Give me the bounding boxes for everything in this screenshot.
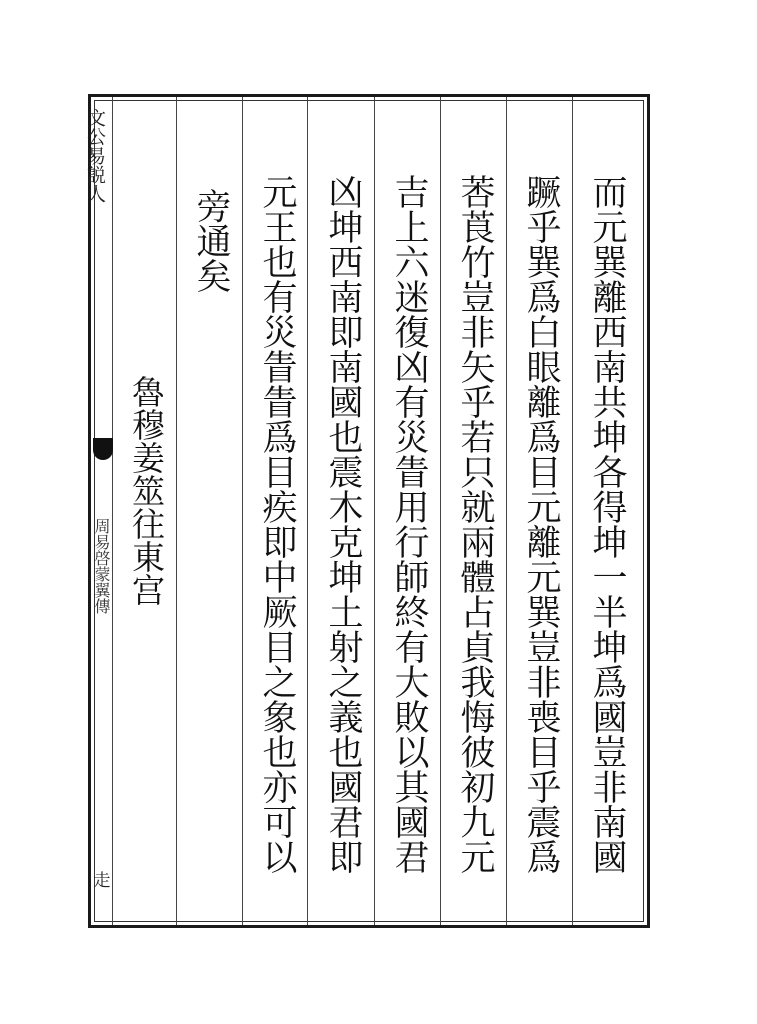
text-column-3: 莕莨竹豈非矢乎若只就兩體占貞我悔彼初九元 <box>455 174 495 874</box>
column-rule <box>572 97 573 925</box>
column-rule <box>112 97 113 925</box>
column-rule <box>506 97 507 925</box>
text-column-5: 凶坤西南即南國也震木克坤土射之義也國君即 <box>323 174 363 874</box>
margin-column <box>84 98 112 924</box>
fish-tail-mark <box>93 438 113 460</box>
margin-book-title: 文公易説人 <box>84 108 106 203</box>
text-column-4: 吉上六迷復凶有災眚用行師終有大敗以其國君 <box>389 174 429 874</box>
text-column-6: 元王也有災眚眚爲目疾即中厥目之象也亦可以 <box>257 174 297 874</box>
text-column-1: 而元巽離西南共坤各得坤一半坤爲國豈非南國 <box>587 174 627 874</box>
text-column-7: 旁通矣 <box>191 187 231 293</box>
column-rule <box>242 97 243 925</box>
margin-page-mark: 走 <box>93 871 111 891</box>
column-rule <box>307 97 308 925</box>
column-rule <box>440 97 441 925</box>
column-rule <box>176 97 177 925</box>
page-border <box>84 94 650 928</box>
text-column-2: 蹶乎巽爲白眼離爲目元離元巽豈非喪目乎震爲 <box>521 174 561 874</box>
column-rule <box>374 97 375 925</box>
author-line: 魯穆姜筮往東宫 <box>127 374 166 606</box>
margin-section-title: 周易啓蒙翼傳 <box>92 518 111 614</box>
